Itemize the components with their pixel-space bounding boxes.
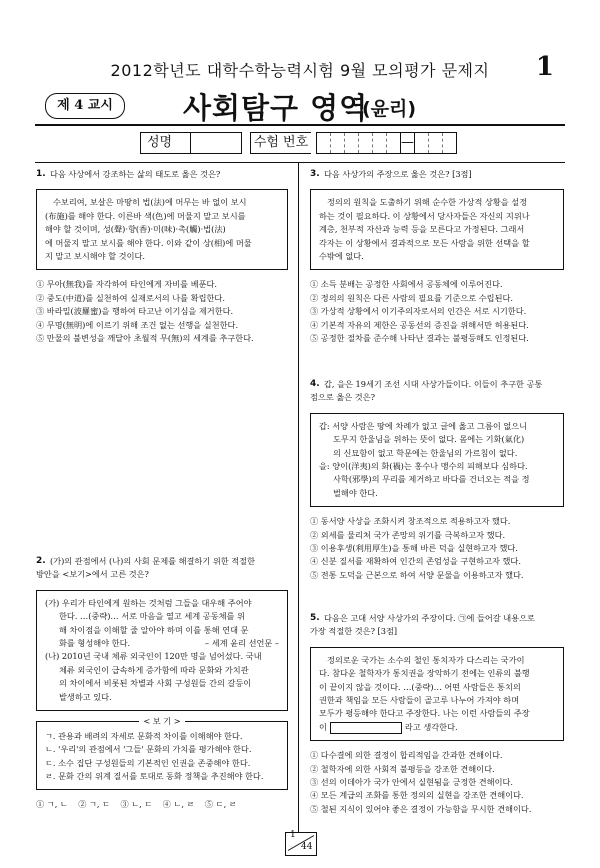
choice-4[interactable]: ④ 모든 계급의 조화를 통한 정의의 실현을 강조한 견해이다. <box>310 790 524 801</box>
page-counter-total: 44 <box>301 842 313 852</box>
passage-line: 갑: 서양 사람은 땅에 차례가 없고 글에 옳고 그름이 없으니 <box>319 420 528 431</box>
passage-a-line: 한다. …(중략)… 서로 마음을 열고 세계 공동체를 위 <box>59 611 245 622</box>
passage-b-line: 의 차이에서 비롯된 차별과 사회 구성원들 간의 갈등이 <box>59 678 252 689</box>
choice-5[interactable]: ⑤ 공정한 절차를 준수해 나타난 결과는 불평등해도 인정된다. <box>310 333 529 344</box>
choice-4[interactable]: ④ 기본적 자유의 제한은 공동선의 증진을 위해서만 허용된다. <box>310 319 529 330</box>
choice-2[interactable]: ② 철학자에 의한 사회적 불평등을 강조한 견해이다. <box>310 763 495 774</box>
passage-text: 라고 생각한다. <box>404 721 458 732</box>
question-4 <box>310 378 564 582</box>
bogi-box <box>36 716 288 790</box>
passage-box <box>310 413 564 507</box>
page-number: 1 <box>535 52 554 82</box>
choice-4[interactable]: ④ 무명(無明)에 이르기 위해 조건 없는 선행을 실천한다. <box>36 319 239 330</box>
question-stem: 다음은 고대 서양 사상가의 주장이다. ㉠에 들어갈 내용으로 <box>324 613 535 623</box>
passage-line: 다. 참다운 철학자가 통치권을 장악하기 전에는 인류의 불행 <box>319 668 530 679</box>
choice-list <box>310 278 564 345</box>
passage-a-line: 해 차이점을 이해할 줄 알아야 하며 이를 통해 연대 문 <box>59 624 249 635</box>
question-stem: (가)의 관점에서 (나)의 사회 문제를 해결하기 위한 적절한 <box>50 556 255 566</box>
passage-line: (布施)를 해야 한다. 이른바 색(色)에 머물지 말고 보시를 <box>45 210 246 221</box>
passage-line: 을: 양이(洋夷)의 화(禍)는 홍수나 맹수의 피해보다 심하다. <box>319 461 528 472</box>
question-stem-line: 점으로 옳은 것은? <box>310 392 375 403</box>
top-rule <box>35 162 565 163</box>
choice-5[interactable]: ⑤ 철된 지식이 있어야 좋은 결정이 가능함을 무시한 견해이다. <box>310 803 532 814</box>
passage-line: 이 끝이지 않을 것이다. …(중략)… 어떤 사람들은 통치의 <box>319 681 521 692</box>
choice-1[interactable]: ① 다수결에 의한 결정이 합리적임을 간과한 견해이다. <box>310 750 503 761</box>
question-number: 4. <box>310 379 320 389</box>
choice-list <box>310 749 564 816</box>
passage-b-line: 체류 외국인이 급속하게 증가함에 따라 문화와 가치관 <box>59 664 249 675</box>
name-label: 성명 <box>140 132 197 154</box>
passage-b-line: (나) 2010년 국내 체류 외국인이 120만 명을 넘어섰다. 국내 <box>45 651 262 662</box>
bogi-item: ㄷ. 소수 집단 구성원들의 기본적인 인권을 존중해야 한다. <box>45 757 251 768</box>
exam-title: 2012학년도 대학수학능력시험 9월 모의평가 문제지 <box>110 61 490 80</box>
passage-line: 모두가 평등해야 한다고 주장한다. 나는 이런 사람들의 주장 <box>319 708 530 719</box>
question-5 <box>310 612 564 816</box>
question-stem: 다음 사상가의 주장으로 옳은 것은? [3점] <box>324 169 472 179</box>
choice-3[interactable]: ③ 바라밀(波羅蜜)을 행하여 타고난 이기심을 제거한다. <box>36 306 234 317</box>
passage-line: 수보리여, 보살은 마땅히 법(法)에 머무는 바 없이 보시 <box>53 197 247 208</box>
page-counter-current: 1 <box>290 830 296 840</box>
passage-line: 지 말고 보시해야 할 것이다. <box>45 251 146 262</box>
header-rule <box>35 124 565 126</box>
choice-2[interactable]: ② 중도(中道)를 실천하여 실재로서의 나를 확립한다. <box>36 292 225 303</box>
passage-line <box>319 721 555 734</box>
passage-a-line: (가) 우리가 타인에게 원하는 것처럼 그들을 대우해 주어야 <box>45 597 252 608</box>
question-2 <box>36 555 288 811</box>
choice-1[interactable]: ① 소득 분배는 공정한 사회에서 공동체에 이루어진다. <box>310 279 503 290</box>
question-number: 3. <box>310 169 320 179</box>
passage-line: 계층, 천부적 자산과 능력 등을 모른다고 가정된다. 그래서 <box>319 224 525 235</box>
passage-b-line: 발생하고 있다. <box>59 691 112 702</box>
passage-line: 정의로운 국가는 소수의 철인 통치자가 다스리는 국가이 <box>327 654 525 665</box>
choice-3[interactable]: ③ 선의 이데아가 국가 안에서 실현됨을 긍정한 견해이다. <box>310 777 514 788</box>
choice-list[interactable]: ① ㄱ, ㄴ ② ㄱ, ㄷ ③ ㄴ, ㄷ ④ ㄴ, ㄹ ⑤ ㄷ, ㄹ <box>36 798 237 809</box>
choice-1[interactable]: ① 동서양 사상을 조화시켜 창조적으로 적용하고자 했다. <box>310 516 511 527</box>
question-number: 5. <box>310 613 320 623</box>
choice-2[interactable]: ② 정의의 원칙은 다른 사람의 필요를 기준으로 수립된다. <box>310 292 514 303</box>
name-field[interactable] <box>190 132 242 154</box>
session-badge: 제 4 교시 <box>45 93 125 119</box>
passage-line: 정의의 원칙을 도출하기 위해 순수한 가상적 상황을 설정 <box>327 197 528 208</box>
passage-text: 이 <box>319 721 327 732</box>
answer-blank <box>330 722 402 734</box>
choice-1[interactable]: ① 무아(無我)를 자각하여 타인에게 자비를 베푼다. <box>36 279 218 290</box>
passage-line: 권한과 책임을 모든 사람들이 골고루 나누어 가져야 하며 <box>319 695 520 706</box>
choice-list <box>310 515 564 582</box>
choice-3[interactable]: ③ 이용후생(利用厚生)을 통해 바른 덕을 실현하고자 했다. <box>310 543 518 554</box>
passage-line: 사학(邪學)의 무리를 제거하고 바다를 건너오는 적을 정 <box>333 474 530 485</box>
choice-5[interactable]: ⑤ 만물의 불변성을 깨달아 초월적 무(無)의 세계를 추구한다. <box>36 333 254 344</box>
passage-line: 해야 할 것이며, 성(聲)·향(香)·미(味)·촉(觸)·법(法) <box>45 224 226 235</box>
question-1 <box>36 168 288 345</box>
question-3 <box>310 168 564 345</box>
passage-line: 각자는 이 상황에서 결과적으로 모든 사람을 위한 선택을 할 <box>319 237 530 248</box>
choice-list <box>36 278 288 345</box>
question-stem-line: 방안을 <보기>에서 고른 것은? <box>36 569 149 580</box>
question-stem: 다음 사상에서 강조하는 삶의 태도로 옳은 것은? <box>50 169 221 179</box>
question-number: 2. <box>36 556 46 566</box>
choice-3[interactable]: ③ 가상적 상황에서 이기주의자로서의 인간은 서로 시기한다. <box>310 306 527 317</box>
subject-subtitle: (윤리) <box>362 98 417 120</box>
passage-source: – 세계 윤리 선언문 – <box>205 638 279 649</box>
bogi-item: ㄴ. '우리'의 관점에서 '그들' 문화의 가치를 평가해야 한다. <box>45 744 252 755</box>
choice-2[interactable]: ② 외세를 물리쳐 국가 존망의 위기를 극복하고자 했다. <box>310 529 506 540</box>
subject-title: 사회탐구 영역 <box>183 91 369 125</box>
choice-4[interactable]: ④ 신분 질서를 재확하여 인간의 존엄성을 구현하고자 했다. <box>310 556 521 567</box>
passage-box <box>36 590 288 711</box>
passage-line: 도무지 한울님을 위하는 뜻이 없다. 몸에는 기화(氣化) <box>333 434 525 445</box>
choice-5[interactable]: ⑤ 전통 도덕을 근본으로 하여 서양 문물을 이용하고자 했다. <box>310 569 524 580</box>
bogi-caption: < 보 기 > <box>139 716 184 726</box>
question-stem-line: 가장 적절한 것은? [3점] <box>310 626 398 637</box>
passage-box <box>310 647 564 741</box>
question-number: 1. <box>36 169 46 179</box>
passage-line: 의 신묘함이 없고 학문에는 한울님의 가르침이 없다. <box>333 447 518 458</box>
passage-line: 수밖에 없다. <box>319 251 364 262</box>
passage-line: 에 머물지 말고 보시를 해야 한다. 이와 같이 상(相)에 머물 <box>45 237 252 248</box>
passage-box <box>36 189 288 270</box>
bogi-item: ㄱ. 관용과 배려의 자세로 문화적 차이를 이해해야 한다. <box>45 731 243 742</box>
passage-a-line: 화를 형성해야 한다. <box>59 638 131 649</box>
column-divider <box>298 162 299 832</box>
passage-box <box>310 189 564 270</box>
passage-line: 벌해야 한다. <box>333 487 378 498</box>
exam-number-field[interactable] <box>316 132 457 154</box>
exam-number-dash: — <box>400 133 414 153</box>
exam-number-label: 수험 번호 <box>250 132 311 154</box>
question-stem: 갑, 을은 19세기 조선 시대 사상가들이다. 이들이 추구한 공통 <box>324 379 543 389</box>
bogi-item: ㄹ. 문화 간의 위계 질서를 토대로 동화 정책을 추진해야 한다. <box>45 771 264 782</box>
passage-line: 하는 것이 필요하다. 이 상황에서 당사자들은 자신의 지위나 <box>319 210 530 221</box>
